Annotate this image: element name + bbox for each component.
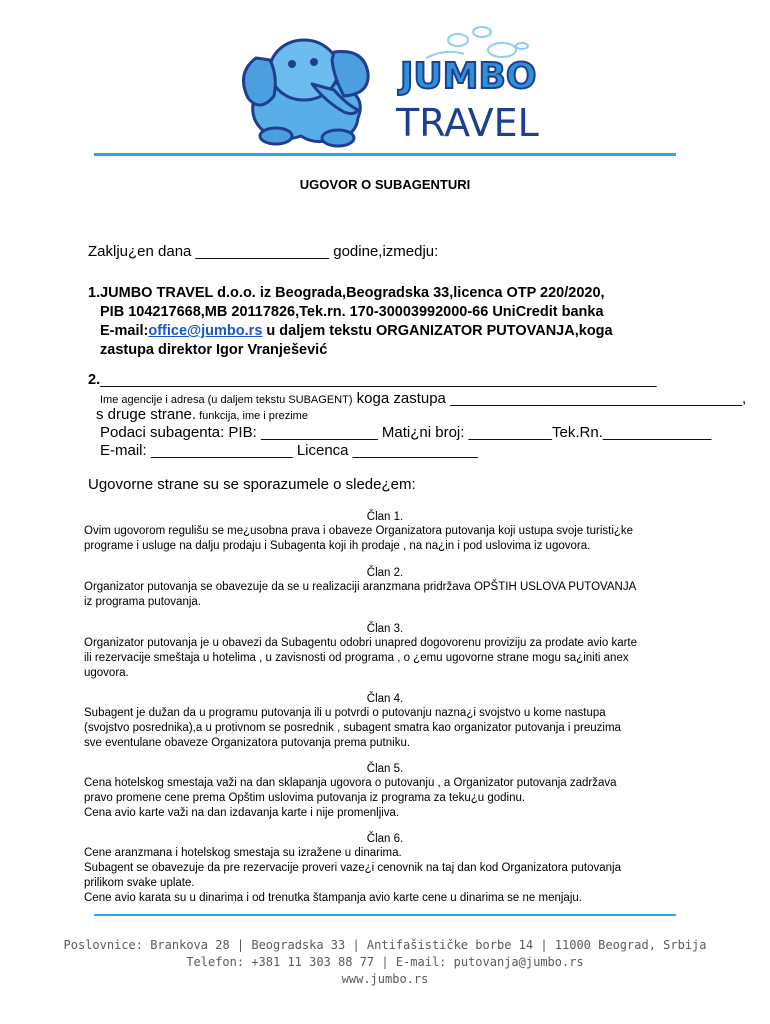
jumbo-travel-logo bbox=[226, 18, 546, 153]
logo-brand-line2: TRAVEL bbox=[396, 101, 539, 145]
article-5-line: Cena hotelskog smestaja važi na dan sklapanja ugovora o putovanju , a Organizator putovanja zadržava bbox=[84, 777, 617, 789]
article-3-line: ugovora. bbox=[84, 667, 129, 679]
date-blank[interactable]: ________________ bbox=[195, 243, 330, 260]
article-5-line: pravo promene cene prema Opštim uslovima putovanja iz programa za teku¿u godinu. bbox=[84, 792, 526, 804]
party2-number: 2. bbox=[88, 372, 101, 388]
footer-divider bbox=[94, 914, 676, 916]
party1-line4: zastupa direktor Igor Vranješević bbox=[100, 342, 328, 358]
article-5-line: Cena avio karte važi na dan izdavanja karte i nije promenljiva. bbox=[84, 807, 400, 819]
article-1-line: programe i usluge na dalju prodaju i Subagenta koji ih prodaje , na na¿in i pod uslovima iz ugovora. bbox=[84, 540, 591, 552]
article-4-line: sve eventulane obaveze Organizatora putovanja prema putniku. bbox=[84, 737, 411, 749]
party1-line3-rest: u daljem tekstu ORGANIZATOR PUTOVANJA,koga bbox=[262, 323, 613, 339]
article-6-line: prilikom svake uplate. bbox=[84, 877, 195, 889]
document-title: UGOVOR O SUBAGENTURI bbox=[299, 177, 471, 192]
article-3-heading: Član 3. bbox=[366, 623, 404, 635]
email-licence-line[interactable]: E-mail: _________________ Licenca _______________ bbox=[100, 442, 478, 459]
concluded-suffix: godine,izmedju: bbox=[333, 243, 439, 260]
article-6-line: Subagent se obavezuje da pre rezervacije proveri vaze¿i cenovnik na taj dan kod Organizatora putovanja bbox=[84, 862, 621, 874]
footer-contact: Telefon: +381 11 303 88 77 | E-mail: putovanja@jumbo.rs bbox=[186, 955, 584, 969]
subagent-data-line[interactable]: Podaci subagenta: PIB: ______________ Mati¿ni broj: __________Tek.Rn._____________ bbox=[100, 424, 712, 441]
article-1-line: Ovim ugovorom regulišu se me¿usobna prava i obaveze Organizatora putovanja koji ustupa svoje turisti¿ke bbox=[84, 525, 634, 537]
footer-website-link[interactable]: www.jumbo.rs bbox=[341, 972, 429, 986]
other-side-text: s druge strane. bbox=[96, 406, 197, 423]
party1-email-label: E-mail: bbox=[100, 323, 149, 339]
article-1-heading: Član 1. bbox=[366, 511, 404, 523]
agreed-text: Ugovorne strane su se sporazumele o slede¿em: bbox=[88, 476, 416, 493]
logo-brand-line1: JUMBO bbox=[400, 56, 537, 97]
function-hint: funkcija, ime i prezime bbox=[196, 410, 308, 422]
party1-line2: PIB 104217668,MB 20117826,Tek.rn. 170-30003992000-66 UniCredit banka bbox=[100, 304, 604, 320]
agency-hint: Ime agencije i adresa (u daljem tekstu SUBAGENT) bbox=[100, 394, 353, 406]
header-divider bbox=[94, 153, 676, 156]
organizer-email-link[interactable]: office@jumbo.rs bbox=[148, 323, 263, 339]
represented-by-blank[interactable]: koga zastupa ___________________________________, bbox=[352, 390, 747, 407]
article-6-line: Cene aranzmana i hotelskog smestaja su izražene u dinarima. bbox=[84, 847, 402, 859]
article-6-line: Cene avio karata su u dinarima i od trenutka štampanja avio karte cene u dinarima se ne menjaju. bbox=[84, 892, 582, 904]
elephant-icon bbox=[226, 18, 546, 153]
article-4-line: (svojstvo posrednika),a u protivnom se posrednik , subagent smatra kao organizator putovanja i preuzima bbox=[84, 722, 621, 734]
party2-line3 bbox=[96, 406, 308, 424]
article-3-line: ili rezervacije smeštaja u hotelima , u zavisnosti od programa , o ¿emu ugovorne strane mogu sa¿initi anex bbox=[84, 652, 629, 664]
footer-branches: Poslovnice: Brankova 28 | Beogradska 33 | Antifašističke borbe 14 | 11000 Beograd, Srbija bbox=[63, 938, 707, 952]
article-5-heading: Član 5. bbox=[366, 763, 404, 775]
party2-line1 bbox=[88, 372, 657, 388]
concluded-line bbox=[88, 243, 438, 260]
article-3-line: Organizator putovanja je u obavezi da Subagentu odobri unapred dogovorenu proviziju za prodate avio karte bbox=[84, 637, 638, 649]
article-6-heading: Član 6. bbox=[366, 833, 404, 845]
article-2-line: Organizator putovanja se obavezuje da se u realizaciji aranzmana pridržava OPŠTIH USLOVA PUTOVANJA bbox=[84, 581, 637, 593]
article-2-heading: Član 2. bbox=[366, 567, 404, 579]
article-2-line: iz programa putovanja. bbox=[84, 596, 201, 608]
article-4-heading: Član 4. bbox=[366, 693, 404, 705]
article-4-line: Subagent je dužan da u programu putovanja ili u potvrdi o putovanju nazna¿i svojstvo u kome nastupa bbox=[84, 707, 606, 719]
concluded-prefix: Zaklju¿en dana bbox=[88, 243, 192, 260]
party1-line3 bbox=[100, 323, 613, 339]
agency-blank[interactable]: _____________________________________________________________________ bbox=[100, 372, 657, 388]
party1-line1: 1.JUMBO TRAVEL d.o.o. iz Beograda,Beogradska 33,licenca OTP 220/2020, bbox=[88, 285, 605, 301]
